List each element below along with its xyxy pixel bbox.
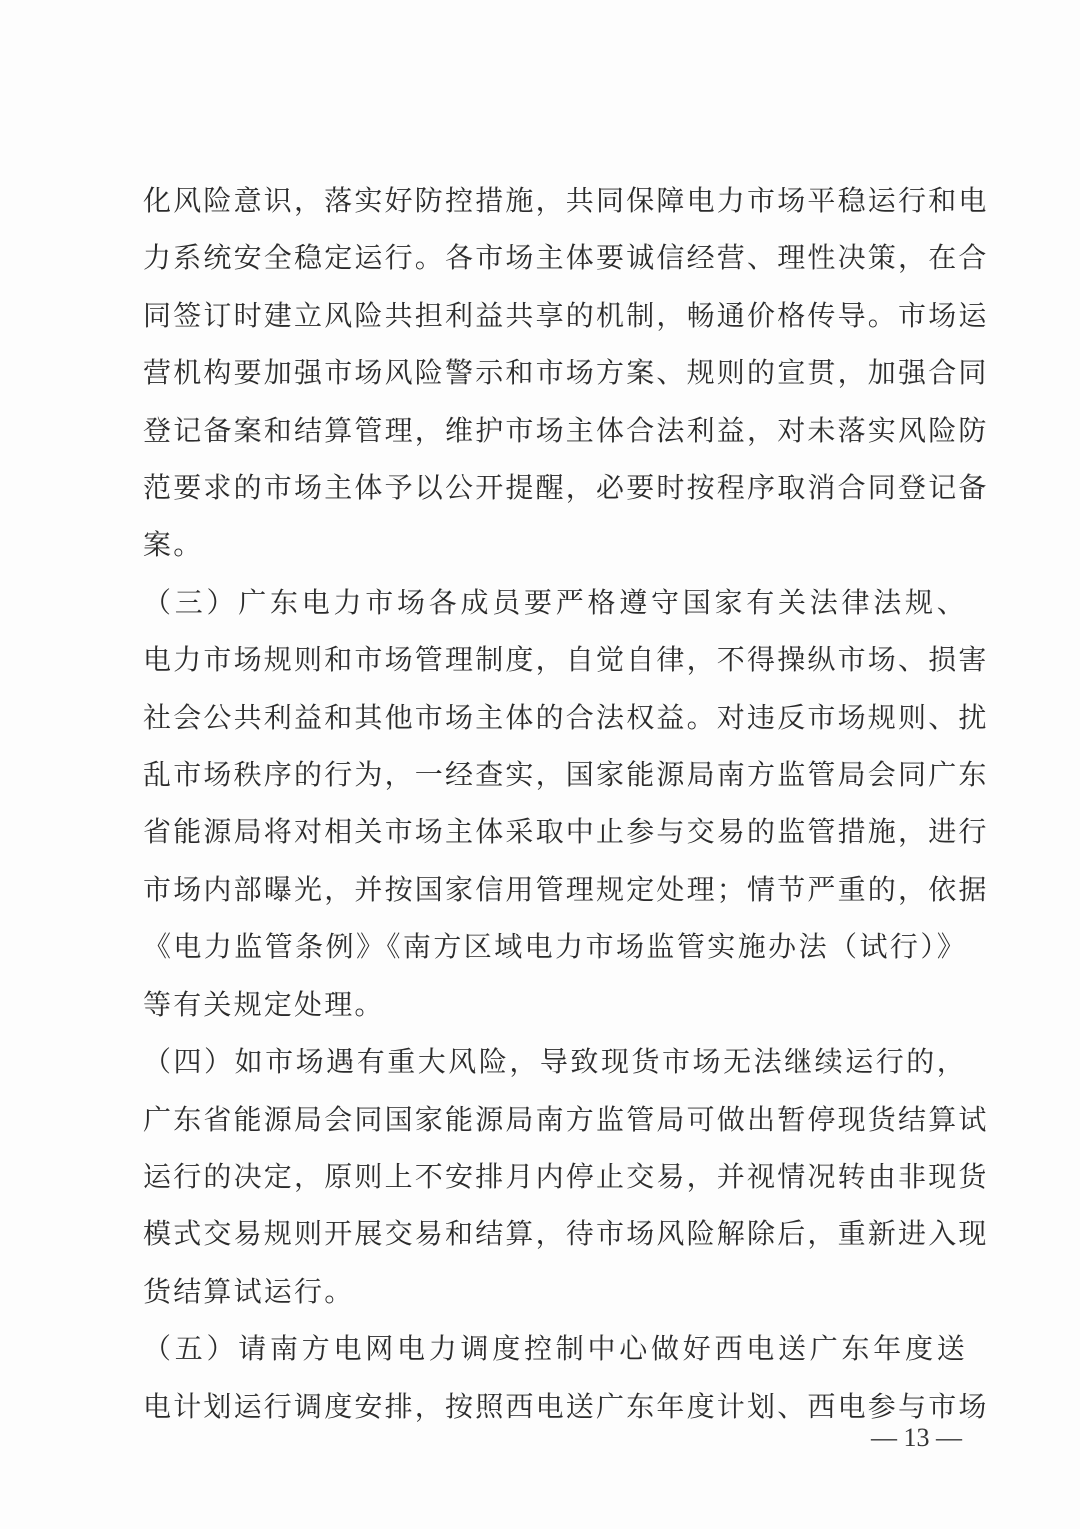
paragraph-heading-3: （三）广东电力市场各成员要严格遵守国家有关法律法规、 bbox=[143, 586, 967, 619]
body-text-line: 乱市场秩序的行为，一经查实，国家能源局南方监管局会同广东 bbox=[143, 758, 989, 791]
body-text-line: 运行的决定，原则上不安排月内停止交易，并视情况转由非现货 bbox=[143, 1160, 989, 1193]
body-text-line: 社会公共利益和其他市场主体的合法权益。对违反市场规则、扰 bbox=[143, 701, 989, 734]
body-text-line: 省能源局将对相关市场主体采取中止参与交易的监管措施，进行 bbox=[143, 815, 989, 848]
paragraph-heading-4: （四）如市场遇有重大风险，导致现货市场无法继续运行的， bbox=[143, 1045, 967, 1078]
body-text-line: 营机构要加强市场风险警示和市场方案、规则的宣贯，加强合同 bbox=[143, 356, 989, 389]
body-text-line: 同签订时建立风险共担利益共享的机制，畅通价格传导。市场运 bbox=[143, 299, 989, 332]
body-text-line: 等有关规定处理。 bbox=[143, 988, 385, 1021]
body-text-line: 电计划运行调度安排，按照西电送广东年度计划、西电参与市场 bbox=[143, 1390, 989, 1423]
body-text-line: 广东省能源局会同国家能源局南方监管局可做出暂停现货结算试 bbox=[143, 1103, 989, 1136]
body-text-line: 化风险意识，落实好防控措施，共同保障电力市场平稳运行和电 bbox=[143, 184, 989, 217]
body-text-line: 市场内部曝光，并按国家信用管理规定处理；情节严重的，依据 bbox=[143, 873, 989, 906]
body-text-line: 电力市场规则和市场管理制度，自觉自律，不得操纵市场、损害 bbox=[143, 643, 989, 676]
page-number: — 13 — bbox=[871, 1423, 962, 1452]
body-text-line: 《电力监管条例》《南方区域电力市场监管实施办法（试行）》 bbox=[143, 930, 967, 963]
paragraph-heading-5: （五）请南方电网电力调度控制中心做好西电送广东年度送 bbox=[143, 1332, 967, 1365]
body-text-line: 力系统安全稳定运行。各市场主体要诚信经营、理性决策，在合 bbox=[143, 241, 989, 274]
body-text-line: 货结算试运行。 bbox=[143, 1275, 355, 1308]
body-text-line: 范要求的市场主体予以公开提醒，必要时按程序取消合同登记备 bbox=[143, 471, 989, 504]
body-text-line: 登记备案和结算管理，维护市场主体合法利益，对未落实风险防 bbox=[143, 414, 989, 447]
body-text-line: 案。 bbox=[143, 528, 204, 561]
body-text-line: 模式交易规则开展交易和结算，待市场风险解除后，重新进入现 bbox=[143, 1217, 989, 1250]
